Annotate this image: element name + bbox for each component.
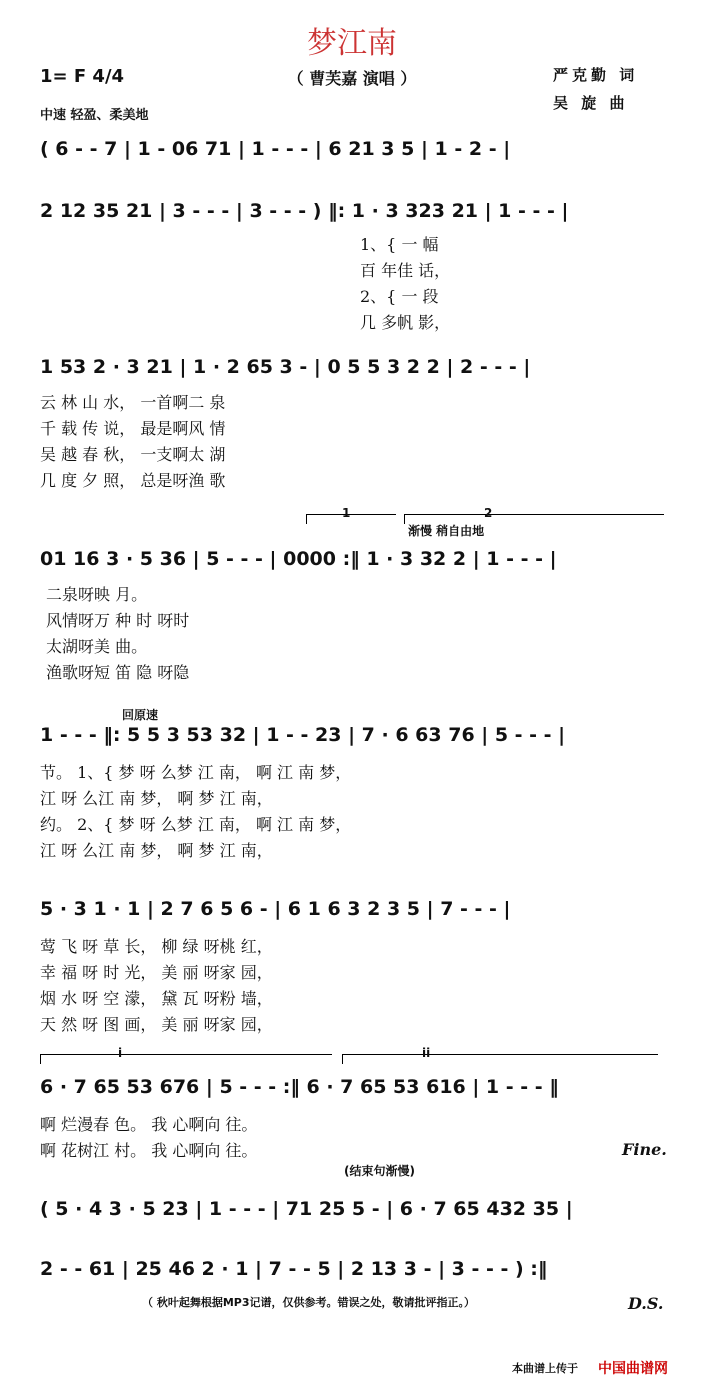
lyrics-row3-4: 几 度 夕 照， 总是呀渔 歌	[40, 471, 226, 490]
score-row-6: 5 · 3 1 · 1 | 2 7 6 5 6 - | 6 1 6 3 2 3 5 | 7 - - - |	[40, 898, 511, 920]
verse-2a: 2、{ 一 段	[360, 287, 439, 306]
lyrics-row4-4: 渔歌呀短 笛 隐 呀隐	[46, 663, 190, 682]
lyrics-row3-1: 云 林 山 水， 一首啊二 泉	[40, 393, 226, 412]
volta-2-line	[404, 514, 664, 515]
fine-marking: Fine.	[622, 1140, 667, 1159]
volta-2-tick	[404, 514, 405, 524]
volta-2-label: 2	[484, 506, 493, 520]
lyrics-row3-3: 吴 越 春 秋， 一支啊太 湖	[40, 445, 226, 464]
verse-1a: 1、{ 一 幅	[360, 235, 439, 254]
volta-1-line	[306, 514, 396, 515]
lyrics-row4-2: 风情呀万 种 时 呀时	[46, 611, 190, 630]
lyrics-row6-3: 烟 水 呀 空 濛， 黛 瓦 呀粉 墙，	[40, 989, 273, 1008]
score-row-8: ( 5 · 4 3 · 5 23 | 1 - - - | 71 25 5 - | 6 · 7 65 432 35 |	[40, 1198, 573, 1220]
ds-marking: D.S.	[628, 1294, 664, 1313]
verse-1b: 百 年佳 话，	[360, 261, 451, 280]
site-brand: 中国曲谱网	[598, 1361, 668, 1377]
lyrics-row5-1: 节。 1、{ 梦 呀 么梦 江 南， 啊 江 南 梦，	[40, 763, 352, 782]
volta-ii-line	[342, 1054, 658, 1055]
lyrics-row6-1: 莺 飞 呀 草 长， 柳 绿 呀桃 红，	[40, 937, 273, 956]
ending-slow-marking: (结束句渐慢)	[344, 1164, 415, 1178]
score-row-7: 6 · 7 65 53 676 | 5 - - - :‖ 6 · 7 65 53 616 | 1 - - - ‖	[40, 1076, 559, 1098]
singer-credit: （ 曹芙嘉 演唱 ）	[287, 69, 417, 88]
verse-2b: 几 多帆 影，	[360, 313, 451, 332]
lyrics-row5-3: 约。 2、{ 梦 呀 么梦 江 南， 啊 江 南 梦，	[40, 815, 352, 834]
upload-note: 本曲谱上传于	[512, 1362, 578, 1375]
lyrics-row6-4: 天 然 呀 图 画， 美 丽 呀家 园，	[40, 1015, 273, 1034]
lyrics-row7-2: 啊 花树江 村。 我 心啊向 往。	[40, 1141, 258, 1160]
score-row-4: 01 16 3 · 5 36 | 5 - - - | 0000 :‖ 1 · 3 32 2 | 1 - - - |	[40, 548, 557, 570]
lyrics-row5-2: 江 呀 么江 南 梦， 啊 梦 江 南，	[40, 789, 273, 808]
score-row-5: 1 - - - ‖: 5 5 3 53 32 | 1 - - 23 | 7 · 6 63 76 | 5 - - - |	[40, 724, 566, 746]
lyricist-credit: 严克勤 词	[553, 66, 639, 84]
key-signature: 1= F 4/4	[40, 66, 125, 87]
volta-ii-label: ii	[422, 1046, 431, 1060]
slow-marking: 渐慢 稍自由地	[408, 524, 485, 538]
page-title: 梦江南	[307, 26, 397, 61]
lyrics-row5-4: 江 呀 么江 南 梦， 啊 梦 江 南，	[40, 841, 273, 860]
score-row-9: 2 - - 61 | 25 46 2 · 1 | 7 - - 5 | 2 13 3 - | 3 - - - ) :‖	[40, 1258, 548, 1280]
lyrics-row3-2: 千 载 传 说， 最是啊风 情	[40, 419, 226, 438]
volta-i-line	[40, 1054, 332, 1055]
lyrics-row4-3: 太湖呀美 曲。	[46, 637, 148, 656]
lyrics-row7-1: 啊 烂漫春 色。 我 心啊向 往。	[40, 1115, 258, 1134]
volta-ii-tick	[342, 1054, 343, 1064]
tempo-marking: 中速 轻盈、柔美地	[40, 108, 149, 123]
volta-i-label: i	[118, 1046, 123, 1060]
volta-i-tick	[40, 1054, 41, 1064]
score-row-1: ( 6 - - 7 | 1 - 06 71 | 1 - - - | 6 21 3 5 | 1 - 2 - |	[40, 138, 511, 160]
lyrics-row4-1: 二泉呀映 月。	[46, 585, 148, 604]
volta-1-label: 1	[342, 506, 351, 520]
lyrics-row6-2: 幸 福 呀 时 光， 美 丽 呀家 园，	[40, 963, 273, 982]
score-row-2: 2 12 35 21 | 3 - - - | 3 - - - ) ‖: 1 · 3 323 21 | 1 - - - |	[40, 200, 569, 222]
footnote: （ 秋叶起舞根据MP3记谱，仅供参考。错误之处，敬请批评指正。）	[142, 1296, 475, 1309]
orig-tempo-marking: 回原速	[122, 708, 159, 722]
score-row-3: 1 53 2 · 3 21 | 1 · 2 65 3 - | 0 5 5 3 2 2 | 2 - - - |	[40, 356, 531, 378]
volta-1-tick	[306, 514, 307, 524]
composer-credit: 吴 旋 曲	[553, 94, 629, 112]
